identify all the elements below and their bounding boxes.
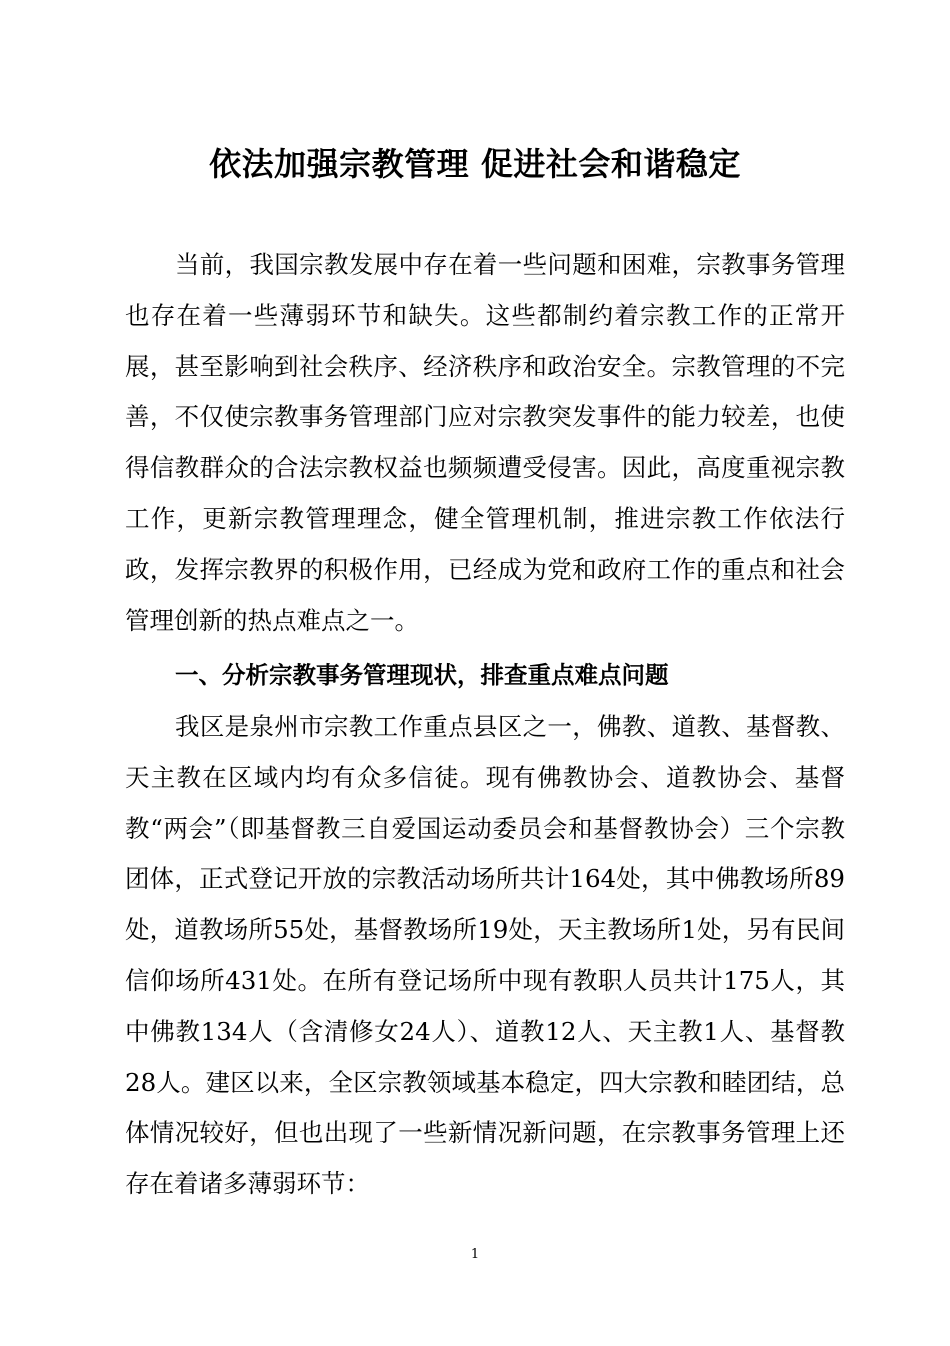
document-title: 依法加强宗教管理 促进社会和谐稳定 — [209, 145, 741, 183]
section-heading: 一、分析宗教事务管理现状，排查重点难点问题 — [175, 661, 669, 689]
status-paragraph: 我区是泉州市宗教工作重点县区之一，佛教、道教、基督教、天主教在区域内均有众多信徒。现有佛教协会、道教协会、基督教“两会”（即基督教三自爱国运动委员会和基督教协会）三个宗教团体，正式登记开放的宗教活动场所共计164处，其中佛教场所89处，道教场所55处，基督教场所19处，天主教场所1处，另有民间信仰场所431处。在所有登记场所中现有教职人员共计175人，其中佛教134人（含清修女24人）、道教12人、天主教1人、基督教28人。建区以来，全区宗教领域基本稳定，四大宗教和睦团结，总体情况较好，但也出现了一些新情况新问题，在宗教事务管理上还存在着诸多薄弱环节： — [125, 712, 845, 1199]
page-number: 1 — [470, 1247, 480, 1262]
intro-paragraph: 当前，我国宗教发展中存在着一些问题和困难，宗教事务管理也存在着一些薄弱环节和缺失。这些都制约着宗教工作的正常开展，甚至影响到社会秩序、经济秩序和政治安全。宗教管理的不完善，不仅使宗教事务管理部门应对宗教突发事件的能力较差，也使得信教群众的合法宗教权益也频频遭受侵害。因此，高度重视宗教工作，更新宗教管理理念，健全管理机制，推进宗教工作依法行政，发挥宗教界的积极作用，已经成为党和政府工作的重点和社会管理创新的热点难点之一。 — [125, 250, 845, 635]
